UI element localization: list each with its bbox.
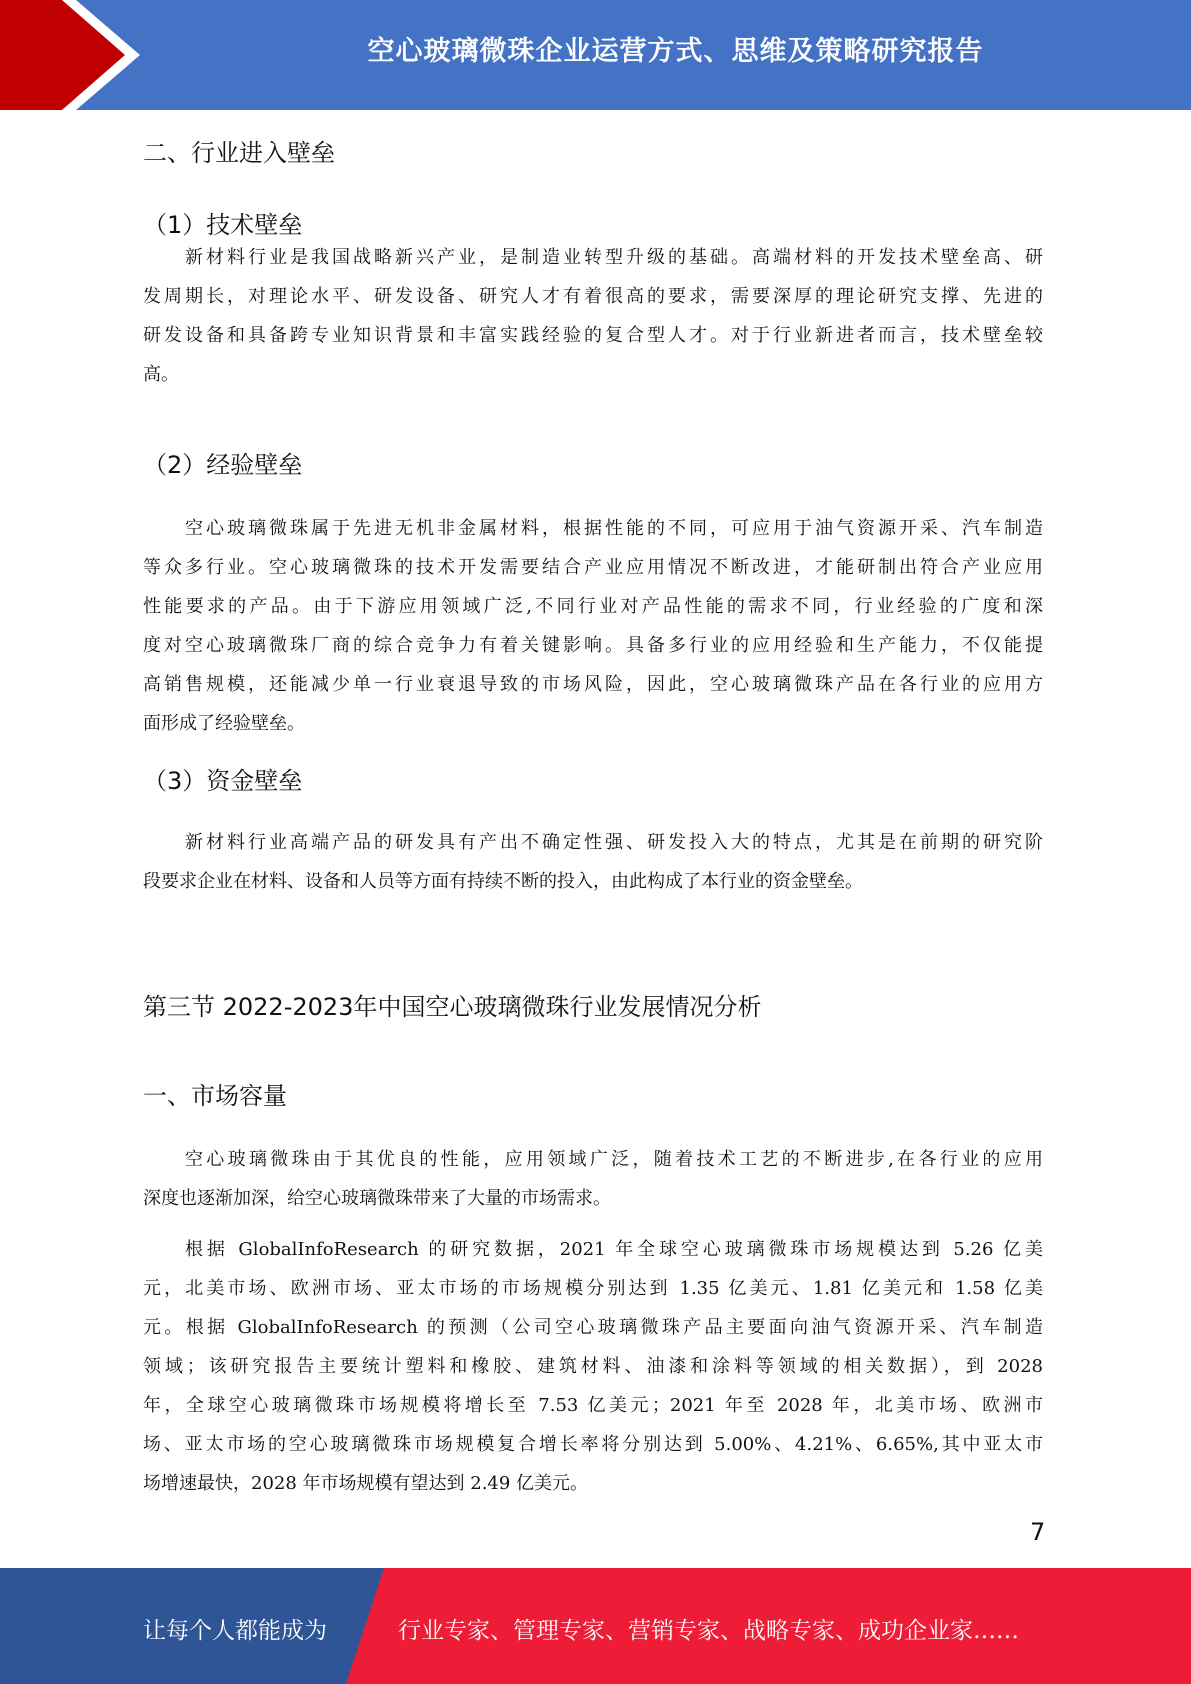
text-line: 高。: [143, 364, 179, 385]
heading-funding-barrier: （3）资金壁垒: [143, 767, 303, 795]
heading-entry-barriers: 二、行业进入壁垒: [143, 139, 335, 167]
page-header: [0, 0, 1191, 110]
footer-slogan-left: 让每个人都能成为: [143, 1618, 327, 1644]
paragraph-market-data: [143, 1230, 1043, 1503]
text-line: 度对空心玻璃微珠厂商的综合竞争力有着关键影响。具备多行业的应用经验和生产能力，不仅能提: [143, 635, 1043, 656]
page-number: 7: [1030, 1518, 1046, 1546]
text-line: 领域；该研究报告主要统计塑料和橡胶、建筑材料、油漆和涂料等领域的相关数据），到 2028: [143, 1356, 1043, 1377]
heading-section-3: 第三节 2022-2023年中国空心玻璃微珠行业发展情况分析: [143, 993, 762, 1021]
text-line: 等众多行业。空心玻璃微珠的技术开发需要结合产业应用情况不断改进，才能研制出符合产业应用: [143, 557, 1043, 578]
paragraph-experience-barrier: [143, 509, 1043, 743]
text-line: 场、亚太市场的空心玻璃微珠市场规模复合增长率将分别达到 5.00%、4.21%、6.65%,其中亚太市: [143, 1434, 1043, 1455]
text-line: 新材料行业是我国战略新兴产业，是制造业转型升级的基础。高端材料的开发技术壁垒高、研: [185, 247, 1043, 268]
text-line: 性能要求的产品。由于下游应用领域广泛,不同行业对产品性能的需求不同，行业经验的广度和深: [143, 596, 1043, 617]
paragraph-funding-barrier: [143, 823, 1043, 901]
paragraph-tech-barrier: [143, 238, 1043, 394]
text-line: 根据 GlobalInfoResearch 的研究数据，2021 年全球空心玻璃微珠市场规模达到 5.26 亿美: [185, 1239, 1043, 1260]
text-line: 空心玻璃微珠由于其优良的性能，应用领域广泛，随着技术工艺的不断进步,在各行业的应用: [185, 1149, 1043, 1170]
text-line: 新材料行业高端产品的研发具有产出不确定性强、研发投入大的特点，尤其是在前期的研究阶: [185, 832, 1043, 853]
header-chevron-decoration: [0, 0, 160, 110]
text-line: 空心玻璃微珠属于先进无机非金属材料，根据性能的不同，可应用于油气资源开采、汽车制造: [185, 518, 1043, 539]
text-line: 元，北美市场、欧洲市场、亚太市场的市场规模分别达到 1.35 亿美元、1.81 亿美元和 1.58 亿美: [143, 1278, 1043, 1299]
paragraph-market-demand: [143, 1140, 1043, 1218]
text-line: 深度也逐渐加深，给空心玻璃微珠带来了大量的市场需求。: [143, 1188, 611, 1209]
text-line: 元。根据 GlobalInfoResearch 的预测（公司空心玻璃微珠产品主要面向油气资源开采、汽车制造: [143, 1317, 1043, 1338]
text-line: 发周期长，对理论水平、研发设备、研究人才有着很高的要求，需要深厚的理论研究支撑、先进的: [143, 286, 1043, 307]
heading-experience-barrier: （2）经验壁垒: [143, 451, 303, 479]
text-line: 研发设备和具备跨专业知识背景和丰富实践经验的复合型人才。对于行业新进者而言，技术壁垒较: [143, 325, 1043, 346]
page-footer: [0, 1568, 1191, 1684]
text-line: 场增速最快，2028 年市场规模有望达到 2.49 亿美元。: [143, 1473, 589, 1494]
heading-tech-barrier: （1）技术壁垒: [143, 211, 303, 239]
text-line: 高销售规模，还能减少单一行业衰退导致的市场风险，因此，空心玻璃微珠产品在各行业的应用方: [143, 674, 1043, 695]
text-line: 年，全球空心玻璃微珠市场规模将增长至 7.53 亿美元；2021 年至 2028 年，北美市场、欧洲市: [143, 1395, 1043, 1416]
report-title: 空心玻璃微珠企业运营方式、思维及策略研究报告: [367, 36, 984, 67]
footer-slogan-right: 行业专家、管理专家、营销专家、战略专家、成功企业家……: [398, 1618, 1019, 1644]
text-line: 段要求企业在材料、设备和人员等方面有持续不断的投入，由此构成了本行业的资金壁垒。: [143, 871, 863, 892]
text-line: 面形成了经验壁垒。: [143, 713, 305, 734]
heading-market-size: 一、市场容量: [143, 1082, 287, 1110]
